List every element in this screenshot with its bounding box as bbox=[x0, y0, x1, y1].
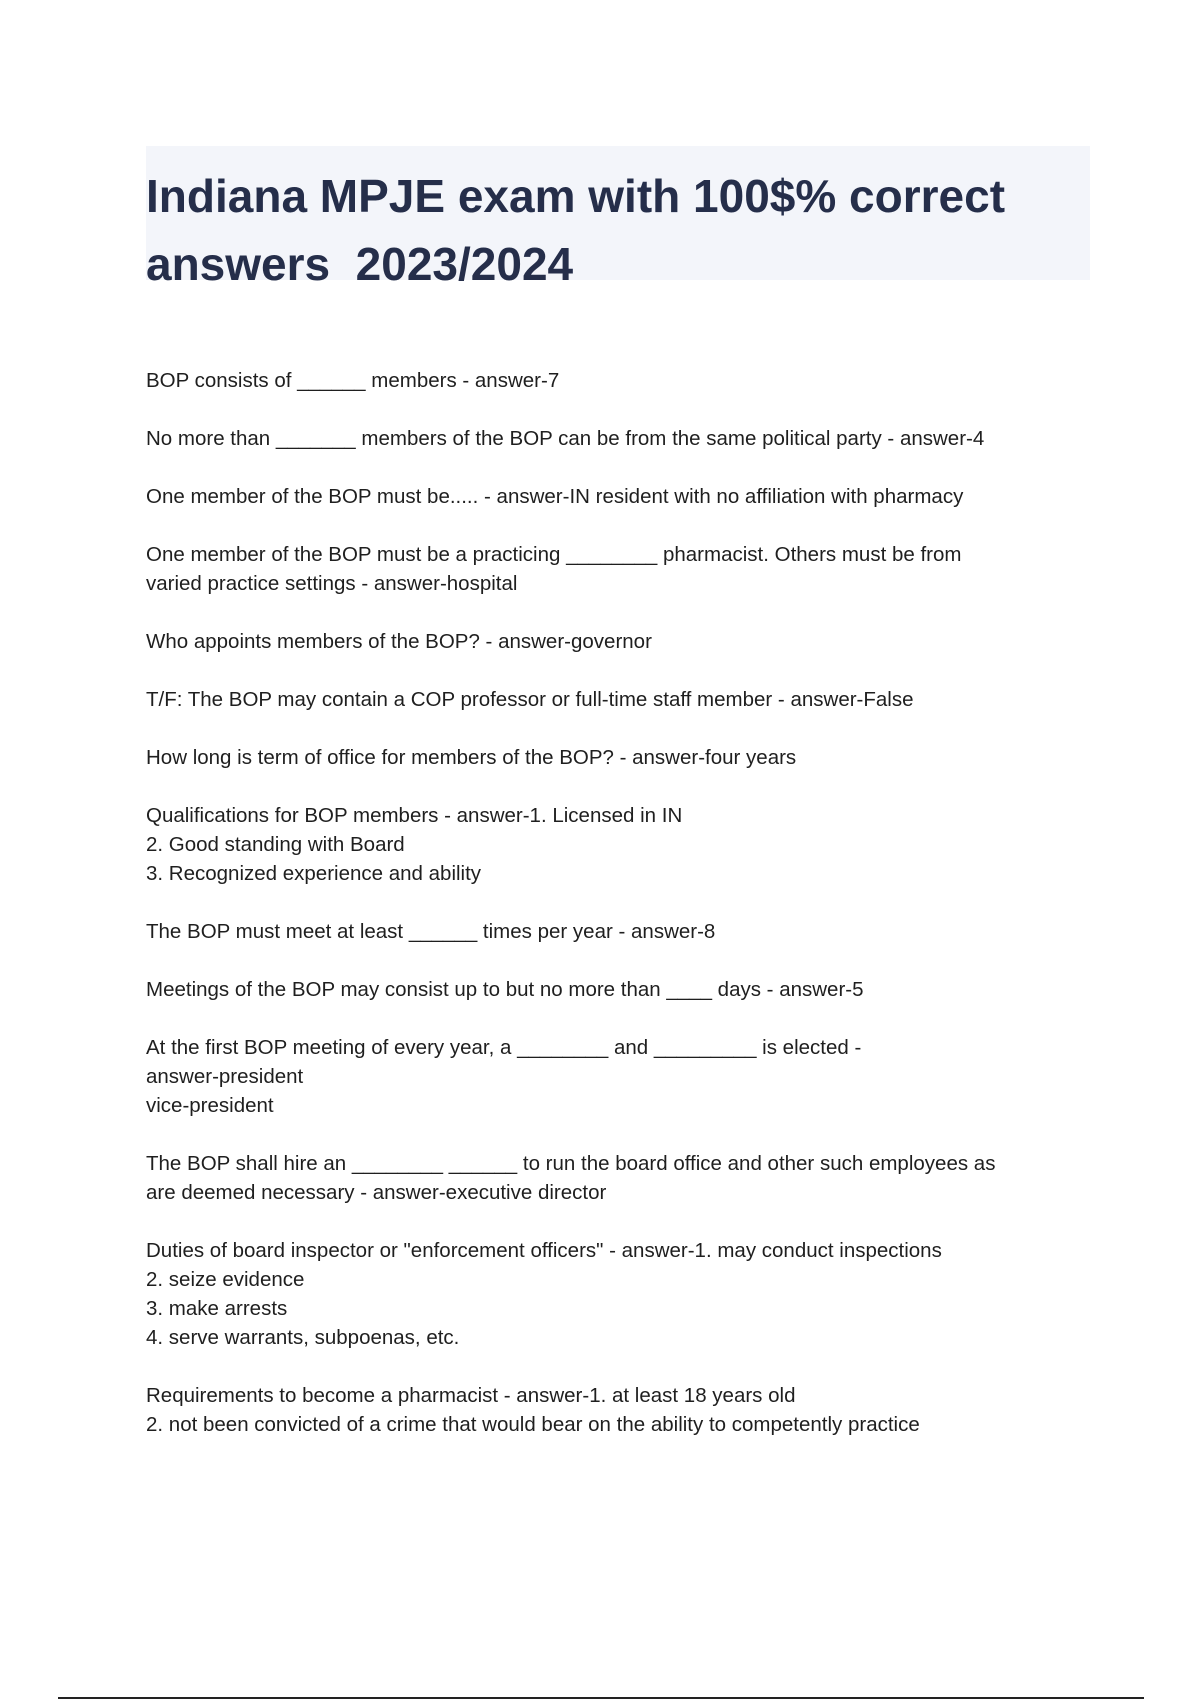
page-title-line-2: answers 2023/2024 bbox=[146, 238, 574, 290]
qa-item bbox=[146, 540, 1090, 598]
qa-item bbox=[146, 1149, 1090, 1207]
qa-line: How long is term of office for members of the BOP? - answer-four years bbox=[146, 746, 797, 769]
qa-item bbox=[146, 801, 1090, 888]
qa-item bbox=[146, 1381, 1090, 1439]
qa-line: are deemed necessary - answer-executive director bbox=[146, 1181, 607, 1204]
qa-line: The BOP must meet at least ______ times per year - answer-8 bbox=[146, 920, 716, 943]
qa-line: Requirements to become a pharmacist - answer-1. at least 18 years old bbox=[146, 1384, 796, 1407]
qa-line: Meetings of the BOP may consist up to but no more than ____ days - answer-5 bbox=[146, 978, 864, 1001]
qa-line: varied practice settings - answer-hospital bbox=[146, 572, 518, 595]
title-banner bbox=[146, 146, 1090, 290]
qa-item bbox=[146, 482, 1090, 511]
qa-line: 2. seize evidence bbox=[146, 1268, 305, 1291]
footer-divider bbox=[58, 1697, 1144, 1699]
qa-line: One member of the BOP must be a practicing ________ pharmacist. Others must be from bbox=[146, 543, 962, 566]
qa-item bbox=[146, 975, 1090, 1004]
qa-item bbox=[146, 1033, 1090, 1120]
qa-item bbox=[146, 424, 1090, 453]
qa-item bbox=[146, 685, 1090, 714]
qa-line: The BOP shall hire an ________ ______ to run the board office and other such employees as bbox=[146, 1152, 996, 1175]
qa-item bbox=[146, 627, 1090, 656]
qa-line: 2. not been convicted of a crime that would bear on the ability to competently practice bbox=[146, 1413, 920, 1436]
qa-line: vice-president bbox=[146, 1094, 274, 1117]
qa-item bbox=[146, 366, 1090, 395]
qa-line: 3. Recognized experience and ability bbox=[146, 862, 482, 885]
qa-line: 2. Good standing with Board bbox=[146, 833, 405, 856]
qa-line: 3. make arrests bbox=[146, 1297, 288, 1320]
qa-line: T/F: The BOP may contain a COP professor or full-time staff member - answer-False bbox=[146, 688, 914, 711]
page-title-line-1: Indiana MPJE exam with 100$% correct bbox=[146, 170, 1006, 222]
qa-line: One member of the BOP must be..... - answer-IN resident with no affiliation with pharmacy bbox=[146, 485, 964, 508]
qa-item bbox=[146, 743, 1090, 772]
qa-line: At the first BOP meeting of every year, a ________ and _________ is elected - bbox=[146, 1036, 862, 1059]
qa-item bbox=[146, 917, 1090, 946]
qa-line: Duties of board inspector or "enforcement officers" - answer-1. may conduct inspections bbox=[146, 1239, 942, 1262]
qa-line: answer-president bbox=[146, 1065, 304, 1088]
qa-line: Qualifications for BOP members - answer-1. Licensed in IN bbox=[146, 804, 683, 827]
qa-line: 4. serve warrants, subpoenas, etc. bbox=[146, 1326, 460, 1349]
qa-line: No more than _______ members of the BOP can be from the same political party - answer-4 bbox=[146, 427, 985, 450]
question-answer-list bbox=[146, 366, 1090, 1468]
qa-line: BOP consists of ______ members - answer-7 bbox=[146, 369, 560, 392]
qa-line: Who appoints members of the BOP? - answer-governor bbox=[146, 630, 652, 653]
qa-item bbox=[146, 1236, 1090, 1352]
